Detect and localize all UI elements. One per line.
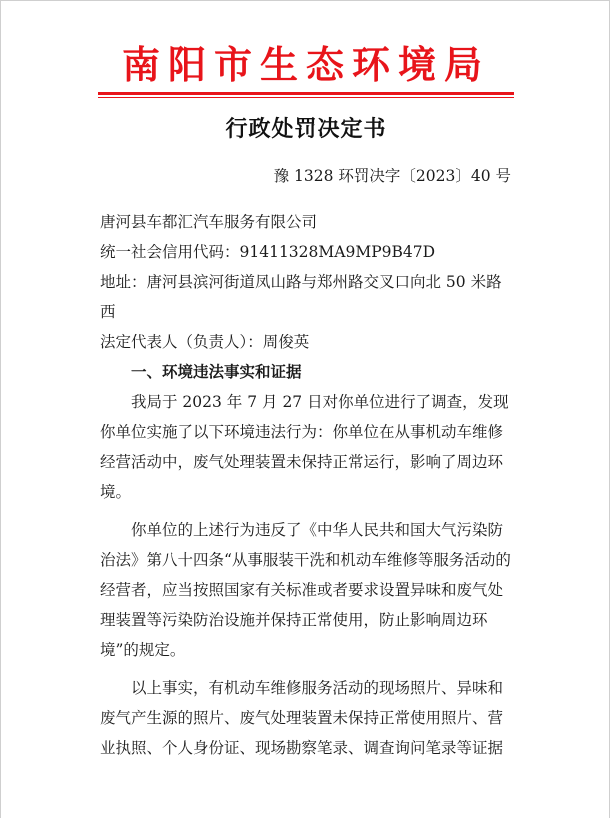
violation-facts-paragraph: 我局于 2023 年 7 月 27 日对你单位进行了调查，发现你单位实施了以下环境违法行为：你单位在从事机动车维修经营活动中，废气处理装置未保持正常运行，影响了周边环境。 bbox=[100, 393, 509, 501]
document-title: 行政处罚决定书 bbox=[225, 116, 387, 142]
red-header-rule bbox=[98, 92, 514, 95]
party-address: 地址：唐河县滨河街道凤山路与郑州路交叉口向北 50 米路西 bbox=[100, 273, 502, 321]
document-number: 豫 1328 环罚决字〔2023〕40 号 bbox=[273, 167, 511, 185]
legal-representative: 法定代表人（负责人）：周俊英 bbox=[100, 333, 310, 351]
evidence-paragraph: 以上事实，有机动车维修服务活动的现场照片、异味和废气产生源的照片、废气处理装置未保持正常使用照片、营业执照、个人身份证、现场勘察笔录、调查询问笔录等证据 bbox=[100, 679, 504, 757]
section-heading: 一、环境违法事实和证据 bbox=[131, 363, 302, 381]
red-header-rule-thin bbox=[98, 97, 514, 98]
credit-code: 统一社会信用代码：91411328MA9MP9B47D bbox=[100, 243, 436, 261]
agency-masthead: 南阳市生态环境局 bbox=[121, 42, 490, 87]
party-name: 唐河县车都汇汽车服务有限公司 bbox=[100, 213, 318, 231]
legal-basis-paragraph: 你单位的上述行为违反了《中华人民共和国大气污染防治法》第八十四条“从事服装干洗和机动车维修等服务活动的经营者，应当按照国家有关标准或者要求设置异味和废气处理装置等污染防治设施并保持正常使用，防止影响周边环境”的规定。 bbox=[100, 521, 511, 659]
document-body bbox=[100, 207, 515, 763]
